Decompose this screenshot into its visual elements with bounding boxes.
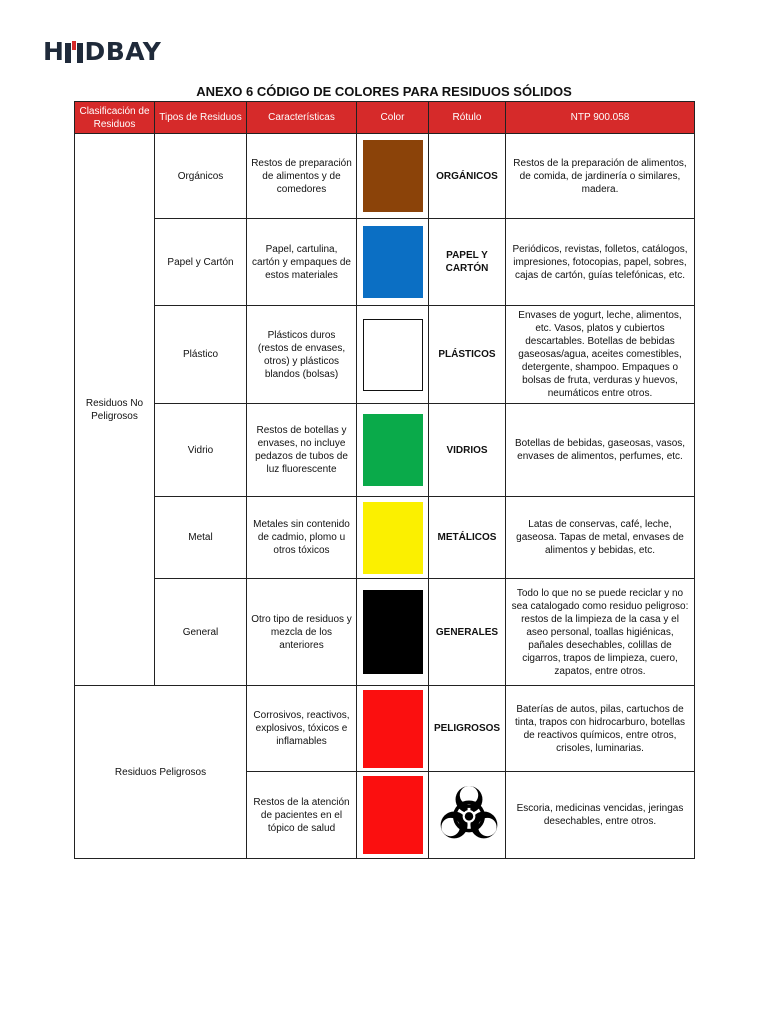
ntp-cell: Latas de conservas, café, leche, gaseosa. Tapas de metal, envases de alimentos y bebidas, etc. [506,497,695,579]
tipo-cell: Plástico [155,306,247,404]
table-row [75,497,695,579]
color-swatch-red [363,776,423,854]
rotulo-cell: PELIGROSOS [429,686,506,772]
tipo-cell: Metal [155,497,247,579]
rotulo-cell: GENERALES [429,579,506,686]
color-cell [357,306,429,404]
color-cell [357,404,429,497]
color-cell [357,579,429,686]
rotulo-cell [429,772,506,859]
caracteristicas-cell: Corrosivos, reactivos, explosivos, tóxicos e inflamables [247,686,357,772]
header-ntp: NTP 900.058 [506,102,695,134]
logo-letter-h: H [43,37,65,66]
color-code-table [74,101,695,859]
rotulo-cell: VIDRIOS [429,404,506,497]
ntp-cell: Botellas de bebidas, gaseosas, vasos, envases de alimentos, perfumes, etc. [506,404,695,497]
caracteristicas-cell: Metales sin contenido de cadmio, plomo u otros tóxicos [247,497,357,579]
rotulo-cell: PAPEL Y CARTÓN [429,219,506,306]
tipo-cell: Papel y Cartón [155,219,247,306]
color-swatch-black [363,590,423,674]
table-row [75,134,695,219]
table-row [75,404,695,497]
biohazard-icon [433,781,505,849]
logo-letters-dbay: DBAY [84,37,162,66]
color-cell [357,134,429,219]
rotulo-cell: ORGÁNICOS [429,134,506,219]
color-swatch-red [363,690,423,768]
caracteristicas-cell: Restos de preparación de alimentos y de comedores [247,134,357,219]
tipo-cell: General [155,579,247,686]
caracteristicas-cell: Plásticos duros (restos de envases, otros) y plásticos blandos (bolsas) [247,306,357,404]
color-swatch-green [363,414,423,486]
group-peligrosos: Residuos Peligrosos [75,686,247,859]
rotulo-cell: PLÁSTICOS [429,306,506,404]
header-clasificacion: Clasificación de Residuos [75,102,155,134]
caracteristicas-cell: Otro tipo de residuos y mezcla de los anteriores [247,579,357,686]
caracteristicas-cell: Restos de la atención de pacientes en el tópico de salud [247,772,357,859]
header-rotulo: Rótulo [429,102,506,134]
tipo-cell: Orgánicos [155,134,247,219]
ntp-cell: Restos de la preparación de alimentos, de comida, de jardinería o similares, madera. [506,134,695,219]
color-swatch-brown [363,140,423,212]
header-color: Color [357,102,429,134]
rotulo-cell: METÁLICOS [429,497,506,579]
ntp-cell: Baterías de autos, pilas, cartuchos de tinta, trapos con hidrocarburo, botellas de reactivos químicos, entre otros, crisoles, luminarias. [506,686,695,772]
table-row [75,219,695,306]
table-row [75,306,695,404]
table-row [75,579,695,686]
color-cell [357,219,429,306]
caracteristicas-cell: Papel, cartulina, cartón y empaques de estos materiales [247,219,357,306]
caracteristicas-cell: Restos de botellas y envases, no incluye pedazos de tubos de luz fluorescente [247,404,357,497]
color-cell [357,772,429,859]
ntp-cell: Periódicos, revistas, folletos, catálogos, impresiones, fotocopias, papel, sobres, cajas de cartón, guías telefónicas, etc. [506,219,695,306]
header-caracteristicas: Características [247,102,357,134]
ntp-cell: Todo lo que no se puede reciclar y no sea catalogado como residuo peligroso: restos de la limpieza de la casa y el aseo personal, toallas higiénicas, pañales desechables, colillas de cigarros, trapos de limpieza, cuero, zapatos, entre otros. [506,579,695,686]
header-row [75,102,695,134]
tipo-cell: Vidrio [155,404,247,497]
color-swatch-white [363,319,423,391]
color-cell [357,497,429,579]
color-swatch-blue [363,226,423,298]
color-swatch-yellow [363,502,423,574]
page-title: ANEXO 6 CÓDIGO DE COLORES PARA RESIDUOS SÓLIDOS [196,84,572,99]
group-no-peligrosos: Residuos No Peligrosos [75,134,155,686]
header-tipos: Tipos de Residuos [155,102,247,134]
logo-u-mark-icon [65,41,83,63]
hudbay-logo [43,38,161,66]
ntp-cell: Escoria, medicinas vencidas, jeringas desechables, entre otros. [506,772,695,859]
table-row [75,686,695,772]
ntp-cell: Envases de yogurt, leche, alimentos, etc. Vasos, platos y cubiertos descartables. Botellas de bebidas gaseosas/agua, aceites comestibles, detergente, shampoo. Empaques o bolsas de fruta, verduras y huevos, neumáticos entre otros. [506,306,695,404]
color-cell [357,686,429,772]
